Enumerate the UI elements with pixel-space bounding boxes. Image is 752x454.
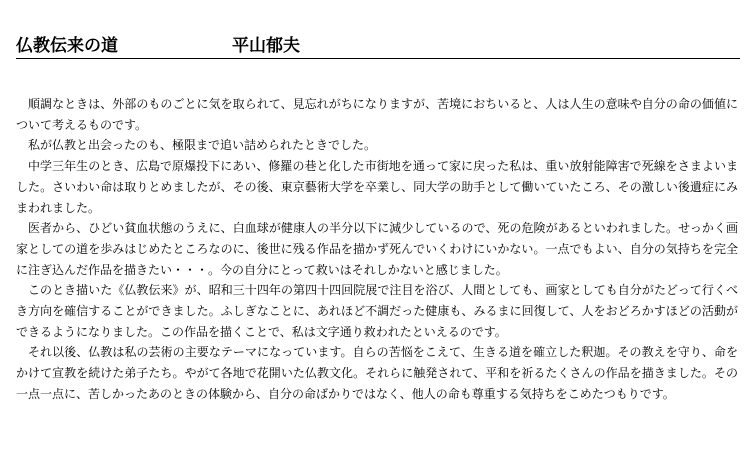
paragraph-3: 中学三年生のとき、広島で原爆投下にあい、修羅の巷と化した市街地を通って家に戻った私は、重い放射能障害で死線をさまよいました。さいわい命は取りとめましたが、その後、東京藝術大学を卒業し、同大学の助手として働いていたころ、その激しい後遺症にみまわれました。 — [16, 159, 738, 215]
paragraph-4: 医者から、ひどい貧血状態のうえに、白血球が健康人の半分以下に減少しているので、死の危険があるといわれました。せっかく画家としての道を歩みはじめたところなのに、後世に残る作品を描かず死んでいくわけにいかない。一点でもよい、自分の気持ちを完全に注ぎ込んだ作品を描きたい・・・。今の自分にとって救いはそれしかないと感じました。 — [16, 221, 738, 277]
article-title: 仏教伝来の道 — [16, 36, 118, 56]
author-name: 平山郁夫 — [232, 36, 300, 56]
paragraph-6: それ以後、仏教は私の芸術の主要なテーマになっています。自らの苦悩をこえて、生きる道を確立した釈迦。その教えを守り、命をかけて宣教を続けた弟子たち。やがて各地で花開いた仏教文化。それらに触発されて、平和を祈るたくさんの作品を描きました。その一点一点に、苦しかったあのときの体験から、自分の命ばかりではなく、他人の命も尊重する気持ちをこめたつもりです。 — [16, 345, 738, 401]
article-body — [16, 94, 738, 405]
paragraph-1: 順調なときは、外部のものごとに気を取られて、見忘れがちになりますが、苦境におちいると、人は人生の意味や自分の命の価値について考えるものです。 — [16, 97, 738, 132]
article-header — [16, 34, 740, 59]
paragraph-2: 私が仏教と出会ったのも、極限まで追い詰められたときでした。 — [28, 138, 377, 153]
paragraph-5: このとき描いた《仏教伝来》が、昭和三十四年の第四十四回院展で注目を浴び、人間としても、画家としても自分がたどって行くべき方向を確信することができました。ふしぎなことに、あれほど不調だった健康も、みるまに回復して、人をおどろかすほどの活動ができるようになりました。この作品を描くことで、私は文字通り救われたといえるのです。 — [16, 283, 738, 339]
